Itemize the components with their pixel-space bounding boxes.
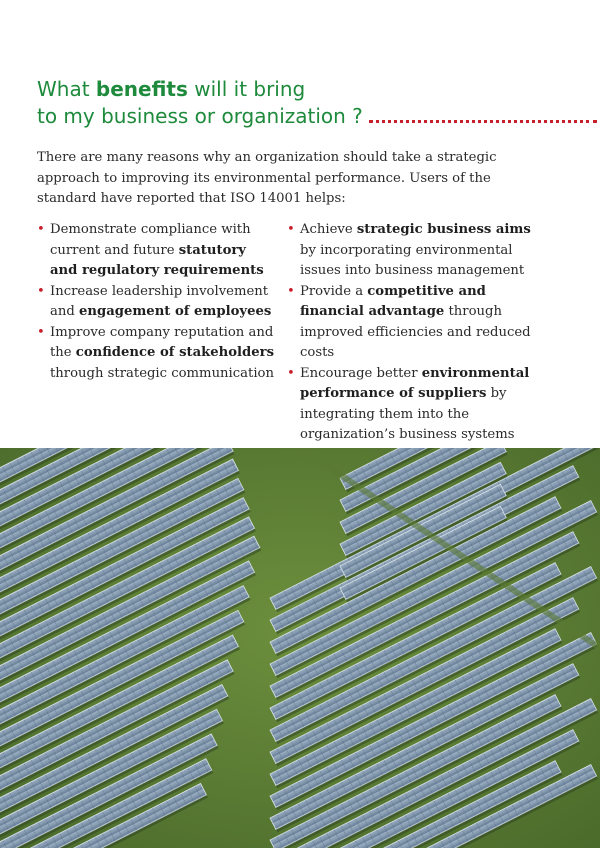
heading-line-2: [37, 103, 597, 130]
item-emphasis: environmental performance of suppliers: [300, 365, 530, 401]
list-item: [37, 282, 277, 323]
item-text: Achieve: [300, 222, 357, 237]
bullet-icon: •: [37, 283, 45, 299]
item-text: Demonstrate compliance with current and future: [50, 222, 251, 258]
dotted-rule: [369, 120, 597, 123]
item-emphasis: engagement of employees: [79, 304, 272, 319]
list-item: [287, 364, 537, 446]
list-item: [37, 323, 277, 385]
list-item: [287, 282, 537, 364]
heading-line-1: [37, 76, 597, 103]
item-text: through strategic communication: [50, 365, 274, 381]
heading-emphasis: benefits: [95, 77, 188, 101]
intro-paragraph: There are many reasons why an organization should take a strategic approach to improving its environmental performance. Users of the standard have reported that ISO 14001 helps:: [37, 150, 497, 206]
list-item: [37, 220, 277, 282]
bullet-icon: •: [37, 324, 45, 340]
heading-text: to my business or organization ?: [37, 104, 363, 128]
list-item: [287, 220, 537, 282]
item-text: by integrating them into the organization’s business systems: [300, 386, 515, 442]
bullet-icon: •: [37, 222, 45, 237]
solar-farm-photo: [0, 448, 600, 848]
item-emphasis: strategic business aims: [356, 222, 531, 237]
bullet-icon: •: [287, 365, 295, 381]
item-text: by incorporating environmental issues into business management: [300, 242, 525, 278]
bullet-icon: •: [287, 222, 295, 237]
item-emphasis: statutory and regulatory requirements: [50, 242, 264, 278]
item-emphasis: confidence of stakeholders: [75, 345, 275, 360]
item-text: Encourage better: [300, 365, 422, 381]
item-text: Increase leadership involvement and: [50, 283, 269, 319]
item-text: Provide a: [300, 283, 368, 299]
heading-text: will it bring: [187, 77, 306, 101]
benefits-list-left: [37, 220, 277, 384]
bullet-icon: •: [287, 283, 295, 299]
item-text: through improved efficiencies and reduced costs: [300, 304, 531, 360]
benefits-list-right: [287, 220, 537, 446]
item-text: Improve company reputation and the: [50, 324, 274, 360]
page-heading: [37, 76, 597, 130]
item-emphasis: competitive and financial advantage: [300, 283, 486, 319]
heading-text: What: [37, 77, 96, 101]
